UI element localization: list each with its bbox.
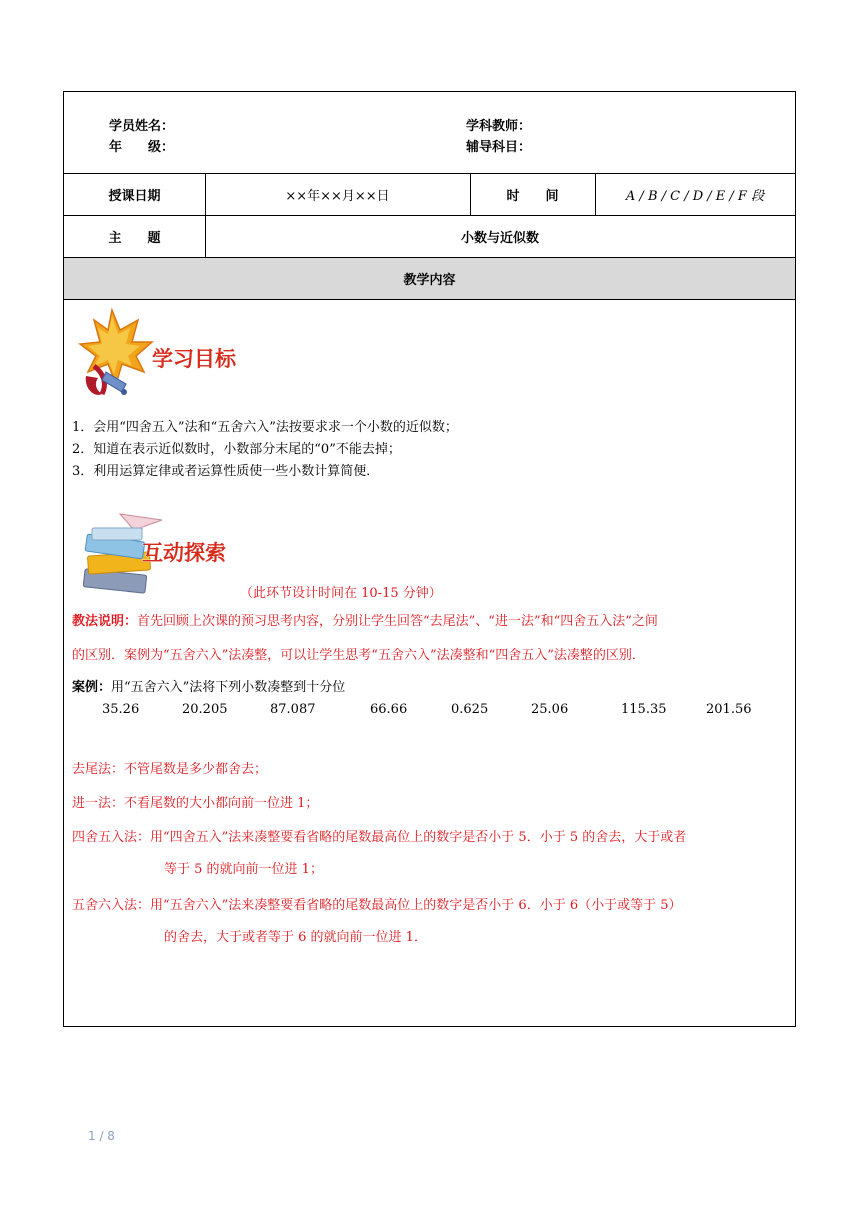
subject-teacher-label: 学科教师： bbox=[466, 119, 532, 134]
topic-label: 主 题 bbox=[108, 231, 161, 246]
topic-value: 小数与近似数 bbox=[460, 231, 539, 246]
case-number: 25.06 bbox=[531, 702, 569, 717]
time-note: （此环节设计时间在 10-15 分钟） bbox=[240, 586, 442, 601]
method-text-1: 首先回顾上次课的预习思考内容，分别让学生回答“去尾法”、“进一法”和“四舍五入法”之间 bbox=[137, 614, 658, 629]
time-label: 时 间 bbox=[506, 189, 559, 204]
interactive-banner-icon bbox=[72, 510, 252, 602]
case-number: 87.087 bbox=[270, 702, 316, 717]
teaching-content-header bbox=[64, 258, 795, 300]
case-number: 66.66 bbox=[370, 702, 408, 717]
rule-five-six-line-2: 的舍去，大于或者等于 6 的就向前一位进 1． bbox=[164, 930, 427, 945]
tutoring-subject-label: 辅导科目： bbox=[466, 140, 532, 155]
case-number: 35.26 bbox=[102, 702, 140, 717]
learning-goals-banner-icon bbox=[72, 306, 252, 402]
case-number: 20.205 bbox=[182, 702, 228, 717]
date-time-row bbox=[64, 174, 795, 216]
teaching-content-title: 教学内容 bbox=[403, 273, 456, 288]
date-label: 授课日期 bbox=[108, 189, 161, 204]
case-line bbox=[72, 676, 345, 695]
case-text: 用“五舍六入”法将下列小数凑整到十分位 bbox=[111, 680, 346, 695]
grade-label: 年 级： bbox=[109, 140, 175, 155]
rule-truncate: 去尾法：不管尾数是多少都舍去； bbox=[72, 762, 268, 777]
case-number: 0.625 bbox=[451, 702, 489, 717]
case-label: 案例： bbox=[72, 680, 112, 695]
case-number: 201.56 bbox=[706, 702, 752, 717]
goal-item-2: 2．知道在表示近似数时，小数部分末尾的“0”不能去掉； bbox=[72, 442, 401, 457]
rule-four-five-line-1: 四舍五入法：用“四舍五入”法来凑整要看省略的尾数最高位上的数字是否小于 5．小于 5 的舍去，大于或者 bbox=[72, 830, 687, 845]
goal-item-1: 1．会用“四舍五入”法和“五舍六入”法按要求求一个小数的近似数； bbox=[72, 420, 458, 435]
student-name-label: 学员姓名： bbox=[109, 119, 175, 134]
method-line-1 bbox=[72, 610, 658, 629]
goal-item-3: 3．利用运算定律或者运算性质使一些小数计算简便． bbox=[72, 464, 380, 479]
date-value: ××年××月××日 bbox=[285, 189, 390, 204]
time-value: A / B / C / D / E / F 段 bbox=[625, 189, 765, 204]
interactive-banner: 互动探索 bbox=[142, 541, 226, 565]
topic-row bbox=[64, 216, 795, 258]
rule-round-up: 进一法：不看尾数的大小都向前一位进 1； bbox=[72, 796, 319, 811]
student-info-row bbox=[64, 92, 795, 174]
lesson-plan-table bbox=[63, 91, 796, 1027]
method-label: 教法说明： bbox=[72, 614, 138, 629]
method-text-2: 的区别．案例为“五舍六入”法凑整，可以让学生思考“五舍六入”法凑整和“四舍五入”法凑整的区别． bbox=[72, 648, 645, 663]
rule-four-five-line-2: 等于 5 的就向前一位进 1； bbox=[164, 862, 323, 877]
rule-five-six-line-1: 五舍六入法：用“五舍六入”法来凑整要看省略的尾数最高位上的数字是否小于 6．小于 6（小于或等于 5） bbox=[72, 898, 682, 913]
teaching-content-body bbox=[64, 300, 795, 1026]
learning-goals-banner: 学习目标 bbox=[152, 347, 236, 371]
case-number: 115.35 bbox=[621, 702, 667, 717]
page-number: 1 / 8 bbox=[88, 1129, 115, 1143]
case-numbers bbox=[64, 702, 795, 722]
